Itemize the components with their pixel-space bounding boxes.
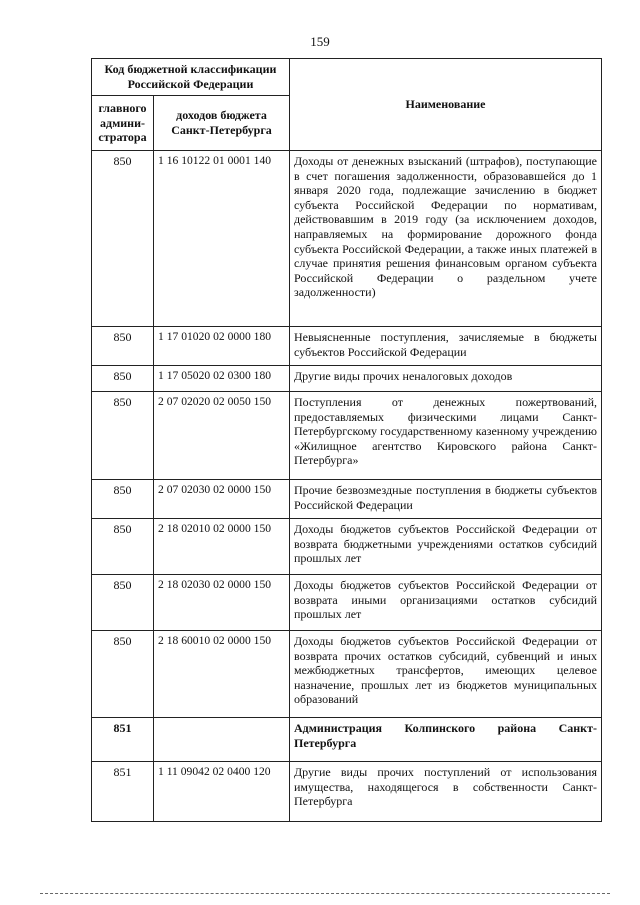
revenue-code-cell: 2 18 60010 02 0000 150	[154, 631, 290, 718]
admin-code-cell: 850	[92, 366, 154, 392]
header-admin: главного админи-стратора	[92, 96, 154, 151]
name-cell: Доходы бюджетов субъектов Российской Федерации от возврата прочих остатков субсидий, субвенций и иных межбюджетных трансфертов, имеющих целевое назначение, прошлых лет из бюджетов муниципальных образований	[290, 631, 602, 718]
revenue-code-cell: 2 07 02030 02 0000 150	[154, 480, 290, 519]
admin-code-cell: 851	[92, 718, 154, 762]
table-row-section	[92, 718, 602, 762]
admin-code-cell: 850	[92, 392, 154, 480]
revenue-code-cell: 1 17 01020 02 0000 180	[154, 327, 290, 366]
admin-code-cell: 850	[92, 519, 154, 575]
name-cell: Доходы от денежных взысканий (штрафов), поступающие в счет погашения задолженности, образовавшейся до 1 января 2020 года, подлежащие зачислению в бюджет субъекта Российской Федерации по нормативам, действовавшим в 2019 году (за исключением доходов, направляемых на формирование дорожного фонда субъекта Российской Федерации, а также иных платежей в случае принятия решения финансовым органом субъекта Российской Федерации о раздельном учете задолженности)	[290, 151, 602, 327]
admin-code-cell: 850	[92, 631, 154, 718]
table-row	[92, 519, 602, 575]
table-row	[92, 575, 602, 631]
header-name: Наименование	[290, 59, 602, 151]
admin-code-cell: 850	[92, 327, 154, 366]
name-cell: Другие виды прочих поступлений от использования имущества, находящегося в собственности Санкт-Петербурга	[290, 762, 602, 822]
admin-code-cell: 850	[92, 480, 154, 519]
page-bottom-divider	[40, 893, 610, 894]
revenue-code-cell: 1 11 09042 02 0400 120	[154, 762, 290, 822]
table-row	[92, 762, 602, 822]
table-row	[92, 366, 602, 392]
revenue-code-cell: 2 18 02030 02 0000 150	[154, 575, 290, 631]
table-row	[92, 631, 602, 718]
name-cell: Доходы бюджетов субъектов Российской Федерации от возврата иными организациями остатков субсидий прошлых лет	[290, 575, 602, 631]
revenue-code-cell: 1 16 10122 01 0001 140	[154, 151, 290, 327]
table-row	[92, 151, 602, 327]
name-cell: Невыясненные поступления, зачисляемые в бюджеты субъектов Российской Федерации	[290, 327, 602, 366]
admin-code-cell: 850	[92, 575, 154, 631]
revenue-code-cell: 2 18 02010 02 0000 150	[154, 519, 290, 575]
table-row	[92, 480, 602, 519]
header-code-group: Код бюджетной классификации Российской Федерации	[92, 59, 290, 96]
section-name-cell: Администрация Колпинского района Санкт-Петербурга	[290, 718, 602, 762]
table-row	[92, 392, 602, 480]
revenue-code-cell: 2 07 02020 02 0050 150	[154, 392, 290, 480]
name-cell: Доходы бюджетов субъектов Российской Федерации от возврата бюджетными учреждениями остатков субсидий прошлых лет	[290, 519, 602, 575]
name-cell: Прочие безвозмездные поступления в бюджеты субъектов Российской Федерации	[290, 480, 602, 519]
page-number: 159	[310, 34, 330, 49]
name-cell: Поступления от денежных пожертвований, предоставляемых физическими лицами Санкт-Петербургскому государственному казенному учреждению «Жилищное агентство Кировского района Санкт-Петербурга»	[290, 392, 602, 480]
revenue-code-cell	[154, 718, 290, 762]
name-cell: Другие виды прочих неналоговых доходов	[290, 366, 602, 392]
header-revenue: доходов бюджета Санкт-Петербурга	[154, 96, 290, 151]
revenue-code-cell: 1 17 05020 02 0300 180	[154, 366, 290, 392]
table-row	[92, 327, 602, 366]
admin-code-cell: 851	[92, 762, 154, 822]
budget-classification-table	[91, 58, 602, 822]
admin-code-cell: 850	[92, 151, 154, 327]
